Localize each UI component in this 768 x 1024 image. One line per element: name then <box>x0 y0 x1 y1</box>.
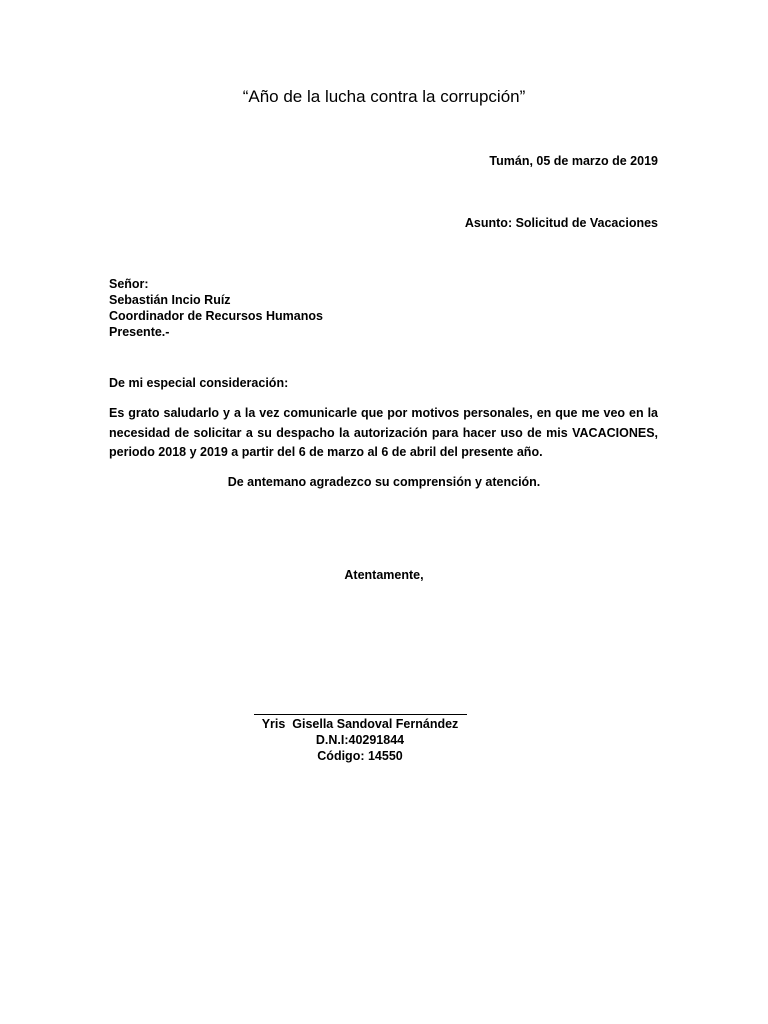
body-text-part4: del presente año. <box>436 445 543 459</box>
year-motto: “Año de la lucha contra la corrupción” <box>242 87 526 106</box>
signature-line <box>254 714 467 715</box>
body-vacaciones: VACACIONES, <box>572 425 658 440</box>
subject-line: Asunto: Solicitud de Vacaciones <box>464 216 658 230</box>
recipient-title: Señor: <box>109 277 149 291</box>
recipient-block <box>109 276 323 340</box>
recipient-presente: Presente.- <box>109 325 170 339</box>
body-text-part2: periodo 2018 y 2019 a partir del <box>109 445 299 459</box>
body-text-part3: al <box>364 445 382 459</box>
place-and-date: Tumán, 05 de marzo de 2019 <box>489 154 658 168</box>
signer-dni: D.N.I:40291844 <box>315 733 405 747</box>
body-paragraph <box>109 404 658 463</box>
body-end-date: 6 de abril <box>381 445 437 459</box>
recipient-name: Sebastián Incio Ruíz <box>109 293 231 307</box>
recipient-position: Coordinador de Recursos Humanos <box>109 309 323 323</box>
thanks-line: De antemano agradezco su comprensión y atención. <box>227 475 541 489</box>
signer-name: Yris Gisella Sandoval Fernández <box>261 717 459 731</box>
body-start-date: 6 de marzo <box>298 445 364 459</box>
signature-block <box>0 716 720 764</box>
closing-line: Atentamente, <box>344 568 424 582</box>
signer-code: Código: 14550 <box>317 749 403 763</box>
salutation: De mi especial consideración: <box>109 376 289 390</box>
body-text-part1: Es grato saludarlo y a la vez comunicarle que por motivos personales, en que me veo en la necesidad de solicitar a su despacho la autorización para hacer uso de mis <box>109 406 658 440</box>
